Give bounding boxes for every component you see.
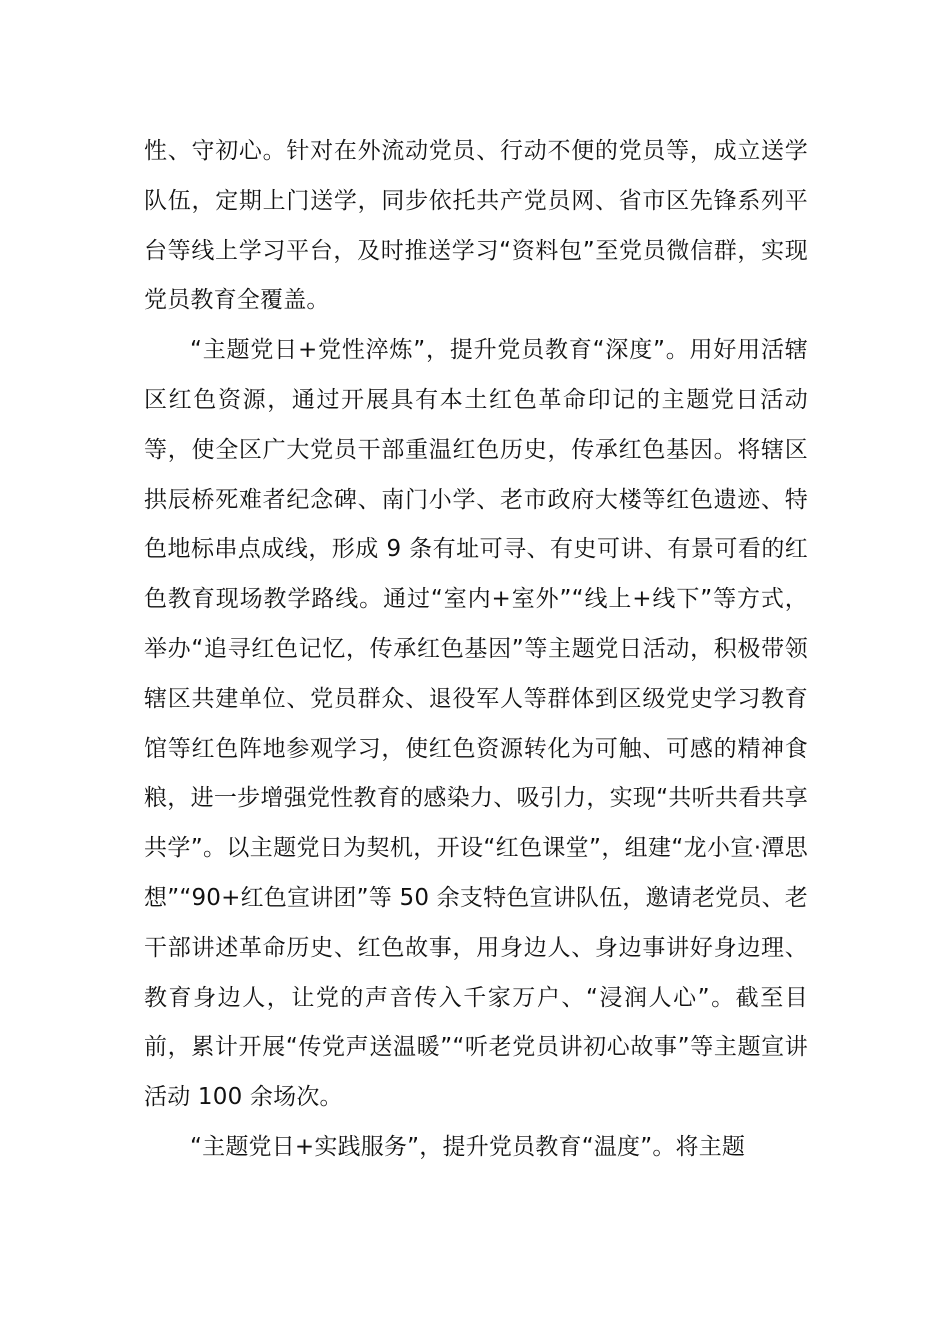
paragraph-3: “主题党日+实践服务”，提升党员教育“温度”。将主题: [190, 1133, 746, 1160]
paragraph-1: 性、守初心。针对在外流动党员、行动不便的党员等，成立送学队伍，定期上门送学，同步依托共产党员网、省市区先锋系列平台等线上学习平台，及时推送学习“资料包”至党员微信群，实现党员教育全覆盖。: [144, 138, 808, 314]
document-body: [144, 127, 808, 1173]
paragraph-2: “主题党日+党性淬炼”，提升党员教育“深度”。用好用活辖区红色资源，通过开展具有本土红色革命印记的主题党日活动等，使全区广大党员干部重温红色历史，传承红色基因。将辖区拱辰桥死难者纪念碑、南门小学、老市政府大楼等红色遗迹、特色地标串点成线，形成 9 条有址可寻、有史可讲、有景可看的红色教育现场教学路线。通过“室内+室外”“线上+线下”等方式，举办“追寻红色记忆，传承红色基因”等主题党日活动，积极带领辖区共建单位、党员群众、退役军人等群体到区级党史学习教育馆等红色阵地参观学习，使红色资源转化为可触、可感的精神食粮，进一步增强党性教育的感染力、吸引力，实现“共听共看共享共学”。以主题党日为契机，开设“红色课堂”，组建“龙小宣·潭思想”“90+红色宣讲团”等 50 余支特色宣讲队伍，邀请老党员、老干部讲述革命历史、红色故事，用身边人、身边事讲好身边理、教育身边人，让党的声音传入千家万户、“浸润人心”。截至目前，累计开展“传党声送温暖”“听老党员讲初心故事”等主题宣讲活动 100 余场次。: [144, 337, 808, 1111]
